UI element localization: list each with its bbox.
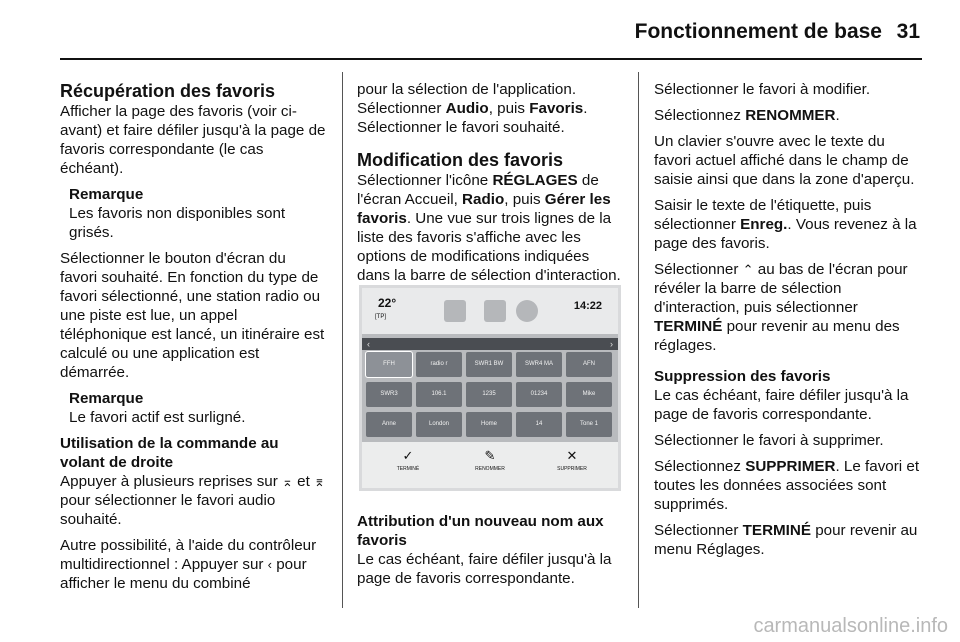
section-heading-modification: Modification des favoris (357, 150, 564, 170)
preset-button: FFH (366, 352, 412, 377)
header-rule (60, 58, 922, 60)
status-bar (362, 288, 618, 334)
favorites-screen-figure (359, 285, 621, 491)
action-delete (532, 446, 612, 472)
term-favoris: Favoris (529, 100, 584, 117)
preset-button: 106.1 (416, 382, 462, 407)
text: Sélectionner l'icône (357, 172, 493, 189)
paragraph (654, 106, 922, 125)
screen-inner (362, 288, 618, 488)
check-icon: ✓ (402, 448, 414, 463)
text: , puis (504, 191, 545, 208)
text: pour sélectionner le favori audio souhaité. (60, 492, 276, 528)
note (60, 389, 326, 427)
note (60, 185, 326, 242)
text: au bas de l'écran pour révéler la barre de sélection d'interaction, puis sélectionner (654, 261, 908, 316)
preset-button: SWR4 MA (516, 352, 562, 377)
paragraph (357, 171, 621, 285)
column-separator (638, 72, 639, 608)
text: Saisir le texte de l'étiquette, puis sélectionner (654, 197, 872, 233)
paragraph (357, 80, 621, 137)
text: et (292, 473, 315, 490)
text: Sélectionnez (654, 458, 746, 475)
close-icon: ✕ (566, 448, 578, 463)
term-enreg: Enreg. (740, 216, 788, 233)
tp-indicator: [TP] (375, 314, 387, 320)
paragraph (654, 457, 922, 514)
preset-button: 1235 (466, 382, 512, 407)
chevron-up-icon: ⌃ (742, 262, 754, 277)
interaction-selector-bar (362, 442, 618, 488)
chevron-right-icon: › (610, 339, 613, 349)
paragraph: Le cas échéant, faire défiler jusqu'à la page de favoris correspondante. (654, 387, 909, 423)
text: pour afficher le menu du combiné (60, 556, 307, 592)
term-supprimer: SUPPRIMER (745, 458, 836, 475)
text: Sélectionner (654, 261, 743, 278)
page-header (0, 0, 960, 56)
paragraph (60, 472, 326, 529)
chevron-left-icon: ‹ (367, 339, 370, 349)
text: . Sélectionner le favori souhaité. (357, 100, 588, 136)
paragraph: Un clavier s'ouvre avec le texte du favori actuel affiché dans le champ de saisie ainsi que dans la zone d'aperçu. (654, 133, 915, 188)
subheading-attribution: Attribution d'un nouveau nom aux favoris (357, 513, 604, 549)
term-termine: TERMINÉ (742, 522, 811, 539)
page-nav-strip (362, 338, 618, 350)
preset-button: Home (466, 412, 512, 437)
note-text: Le favori actif est surligné. (69, 409, 246, 426)
page-number: 31 (896, 20, 920, 43)
action-rename (450, 446, 530, 472)
preset-button: Anne (366, 412, 412, 437)
column-3 (654, 80, 922, 566)
preset-button: Tone 1 (566, 412, 612, 437)
section-heading-recuperation: Récupération des favoris (60, 81, 276, 101)
preset-button: 01234 (516, 382, 562, 407)
note-text: Les favoris non disponibles sont grisés. (69, 205, 286, 241)
favorite-up-icon: ⌅ (282, 474, 293, 489)
paragraph: Le cas échéant, faire défiler jusqu'à la page de favoris correspondante. (357, 551, 612, 587)
text: Sélectionnez (654, 107, 746, 124)
preset-button: 14 (516, 412, 562, 437)
phone-icon (484, 300, 506, 322)
preset-button: London (416, 412, 462, 437)
text: Sélectionner (654, 522, 743, 539)
pencil-icon: ✎ (484, 448, 496, 463)
term-audio: Audio (445, 100, 489, 117)
text: pour revenir au menu Réglages. (654, 522, 918, 558)
music-icon (444, 300, 466, 322)
text: de l'écran Accueil, (357, 172, 599, 208)
paragraph (654, 521, 922, 559)
text: . Une vue sur trois lignes de la liste des favoris s'affiche avec les options de modifications indiquées dans la barre de sélection d'interaction. (357, 210, 621, 284)
text: . Le favori et toutes les données associées sont supprimés. (654, 458, 920, 513)
action-label: SUPPRIMER (557, 466, 587, 472)
action-done (368, 446, 448, 472)
column-separator (342, 72, 343, 608)
term-reglages: RÉGLAGES (492, 172, 578, 189)
preset-grid (366, 352, 614, 440)
preset-button: radio r (416, 352, 462, 377)
action-label: TERMINÉ (396, 466, 420, 472)
preset-button: SWR1 BW (466, 352, 512, 377)
paragraph: Sélectionner le favori à supprimer. (654, 432, 884, 449)
text: pour la sélection de l'application. Sélectionner (357, 81, 577, 117)
preset-button: SWR3 (366, 382, 412, 407)
text: . (835, 107, 840, 124)
column-2-lower (357, 512, 621, 595)
text: Autre possibilité, à l'aide du contrôleur multidirectionnel : Appuyer sur (60, 537, 317, 573)
text: , puis (488, 100, 530, 117)
text: . Vous revenez à la page des favoris. (654, 216, 917, 252)
chevron-left-icon: ‹ (267, 557, 273, 572)
subheading-volant: Utilisation de la commande au volant de droite (60, 435, 279, 471)
paragraph: Sélectionner le favori à modifier. (654, 81, 871, 98)
text: Appuyer à plusieurs reprises sur (60, 473, 283, 490)
paragraph: Sélectionner le bouton d'écran du favori souhaité. En fonction du type de favori sélectionné, une station radio ou une piste est lue, un appel téléphonique est lancé, un itinéraire est calculé ou une application est démarrée. (60, 250, 325, 381)
paragraph (654, 260, 922, 355)
term-termine: TERMINÉ (654, 318, 723, 335)
action-label: RENOMMER (475, 466, 505, 472)
preset-button: AFN (566, 352, 612, 377)
preset-button: Mike (566, 382, 612, 407)
text: pour revenir au menu des réglages. (654, 318, 900, 354)
term-renommer: RENOMMER (745, 107, 836, 124)
column-2 (357, 80, 621, 292)
paragraph: Afficher la page des favoris (voir ci-avant) et faire défiler jusqu'à la page de favoris correspondante (le cas échéant). (60, 103, 326, 177)
column-1 (60, 80, 326, 600)
globe-icon (516, 300, 538, 322)
paragraph (60, 536, 326, 593)
header-title: Fonctionnement de base (634, 20, 882, 43)
clock: 14:22 (573, 300, 602, 312)
temperature: 22° (378, 296, 397, 310)
note-label: Remarque (69, 186, 144, 203)
term-gerer-favoris: Gérer les favoris (357, 191, 611, 227)
note-label: Remarque (69, 390, 144, 407)
favorite-down-icon: ⌆ (314, 474, 325, 489)
term-radio: Radio (462, 191, 505, 208)
subheading-suppression: Suppression des favoris (654, 368, 831, 385)
paragraph (654, 196, 922, 253)
watermark: carmanualsonline.info (753, 615, 948, 637)
